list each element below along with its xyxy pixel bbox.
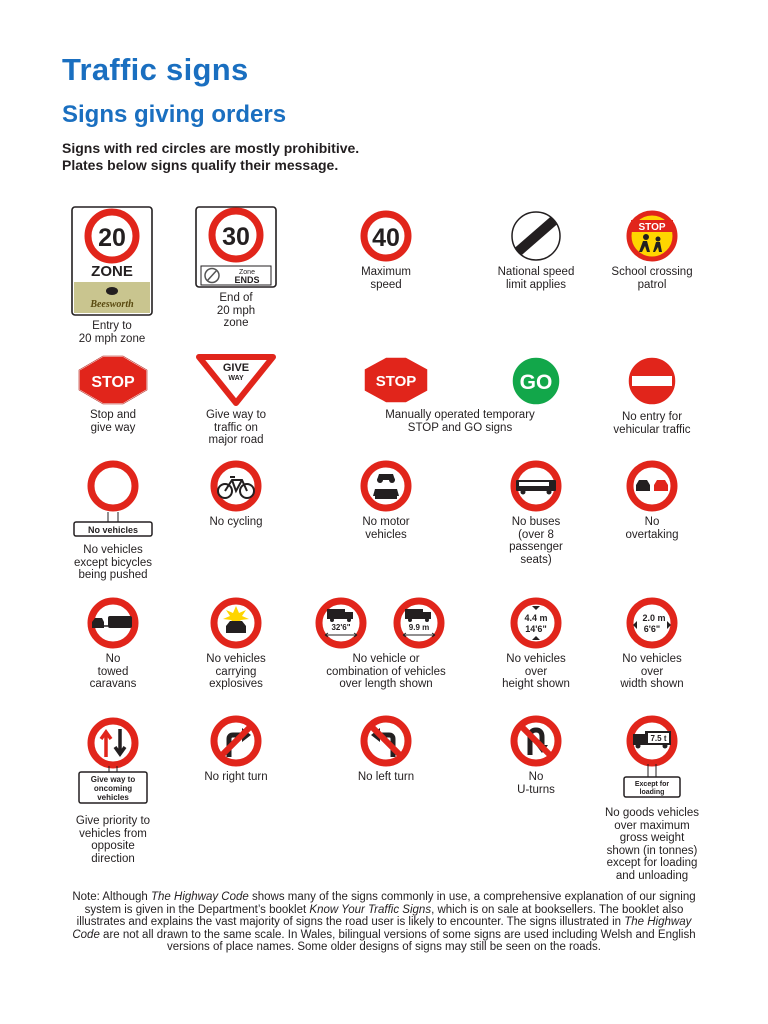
sign-caption: Manually operated temporary STOP and GO signs [385,409,535,434]
svg-text:7.5 t: 7.5 t [650,734,667,743]
note-text: shows many of the signs commonly in use, a comprehensive explanation of our signing system is given in the Department’s booklet [84,891,696,916]
svg-text:No vehicles: No vehicles [87,525,139,535]
sign-item-no-goods-vehicles [586,715,718,882]
svg-text:oncoming: oncoming [93,784,133,793]
national-speed-limit-icon [503,210,569,262]
svg-text:20: 20 [98,224,126,252]
sign-caption: No entry for vehicular traffic [613,411,691,436]
sign-item-no-vehicles [53,460,173,582]
no-vehicles-sign-icon [72,460,154,540]
sign-caption: No vehicles over width shown [620,653,684,690]
sign-caption: No towed caravans [89,653,137,690]
sign-caption: No motor vehicles [362,516,410,541]
svg-text:WAY: WAY [228,375,244,382]
page-title: Traffic signs [62,52,249,87]
zone-20-sign-icon [71,206,153,316]
svg-text:STOP: STOP [375,373,417,390]
sign-caption: Entry to 20 mph zone [78,320,146,345]
svg-text:40: 40 [372,224,400,252]
svg-text:vehicles: vehicles [97,793,129,802]
note-highway-code-title: The Highway Code [72,916,692,941]
sign-caption: No overtaking [625,516,679,541]
svg-text:Beesworth: Beesworth [90,299,134,310]
intro-line-2: Plates below signs qualify their message. [62,157,339,173]
no-u-turn-sign-icon [501,715,571,767]
sign-item-stop [53,355,173,434]
sign-item-no-left-turn [326,715,446,784]
svg-text:Give way to: Give way to [90,775,136,784]
no-buses-sign-icon [501,460,571,512]
sign-caption: Stop and give way [89,409,137,434]
svg-text:32'6": 32'6" [331,623,351,632]
sign-caption: School crossing patrol [611,266,693,291]
svg-text:ENDS: ENDS [234,275,260,285]
svg-text:GIVE: GIVE [222,362,250,374]
length-limit-signs-icon [306,597,466,649]
sign-caption: No right turn [204,771,268,783]
sign-item-no-cycling [176,460,296,529]
sign-item-no-over-length [300,597,472,691]
give-priority-sign-icon [73,717,153,811]
sign-caption: No cycling [209,516,263,528]
note-text: are not all drawn to the same scale. In Wales, bilingual versions of some signs are used including Welsh and English versions of place names. Some older designs of signs may still be seen on the roads. [99,928,696,953]
svg-text:STOP: STOP [638,222,666,233]
sign-item-no-right-turn [176,715,296,784]
sign-item-no-towed-caravans [53,597,173,691]
stop-sign-icon [78,355,148,405]
footnote [70,891,698,954]
svg-text:GO: GO [519,371,553,394]
svg-text:14'6": 14'6" [525,624,547,634]
note-booklet-title: Know Your Traffic Signs [309,903,432,916]
svg-text:4.4 m: 4.4 m [524,613,548,623]
sign-caption: No left turn [357,771,415,783]
sign-item-no-u-turn [476,715,596,796]
sign-item-zone-30-ends [176,206,296,330]
school-crossing-sign-icon [619,210,685,262]
sign-caption: National speed limit applies [497,266,575,291]
sign-caption: No goods vehicles over maximum gross weight shown (in tonnes) except for loading and unloading [605,807,699,882]
no-right-turn-sign-icon [201,715,271,767]
note-text: , which is on sale at booksellers. The booklet also illustrates and explains the vast majority of signs the road user is likely to encounter. The signs illustrated in [76,903,684,928]
no-left-turn-sign-icon [351,715,421,767]
sign-item-national-speed [476,210,596,291]
no-motor-vehicles-sign-icon [351,460,421,512]
svg-text:Except for: Except for [634,781,670,788]
sign-caption: No vehicles over height shown [502,653,570,690]
section-subtitle: Signs giving orders [62,101,287,128]
svg-text:2.0 m: 2.0 m [642,613,666,623]
sign-item-give-way [176,355,296,447]
svg-text:9.9 m: 9.9 m [408,623,430,632]
sign-caption: Give way to traffic on major road [205,409,267,446]
sign-caption: Maximum speed [361,266,411,291]
sign-item-no-entry [592,355,712,436]
sign-caption: No vehicle or combination of vehicles over length shown [326,653,446,690]
svg-text:loading: loading [639,789,665,796]
sign-item-no-motor-vehicles [326,460,446,541]
goods-vehicle-weight-sign-icon [617,715,687,803]
no-towed-caravans-sign-icon [78,597,148,649]
sign-caption: No U-turns [517,771,555,796]
sign-item-school-crossing [592,210,712,291]
sign-caption: No vehicles carrying explosives [206,653,266,690]
sign-caption: No vehicles except bicycles being pushed [74,544,152,581]
go-sign-icon [500,355,572,407]
svg-text:STOP: STOP [91,374,135,391]
no-entry-sign-icon [617,355,687,407]
no-cycling-sign-icon [201,460,271,512]
zone-ends-sign-icon [195,206,277,288]
give-way-sign-icon [197,355,275,405]
sign-caption: End of 20 mph zone [216,292,256,329]
sign-item-no-over-height [476,597,596,691]
svg-text:6'6": 6'6" [643,624,661,634]
svg-text:ZONE: ZONE [91,263,133,280]
sign-item-no-explosives [176,597,296,691]
width-limit-sign-icon [617,597,687,649]
speed-40-sign-icon [353,210,419,262]
sign-item-maximum-speed [326,210,446,291]
no-explosives-sign-icon [201,597,271,649]
no-overtaking-sign-icon [617,460,687,512]
intro-text [62,140,359,174]
sign-item-give-priority [53,717,173,865]
sign-item-no-over-width [592,597,712,691]
sign-item-zone-20 [52,206,172,345]
height-limit-sign-icon [501,597,571,649]
sign-item-no-buses [476,460,596,566]
svg-text:30: 30 [222,223,250,251]
sign-caption: No buses (over 8 passenger seats) [509,516,563,566]
sign-item-no-overtaking [592,460,712,541]
svg-text:Zone: Zone [239,269,255,276]
note-highway-code-title: The Highway Code [151,891,249,903]
intro-line-1: Signs with red circles are mostly prohibitive. [62,140,360,156]
sign-caption: Give priority to vehicles from opposite direction [75,815,151,865]
note-text: Note: Although [72,891,151,903]
